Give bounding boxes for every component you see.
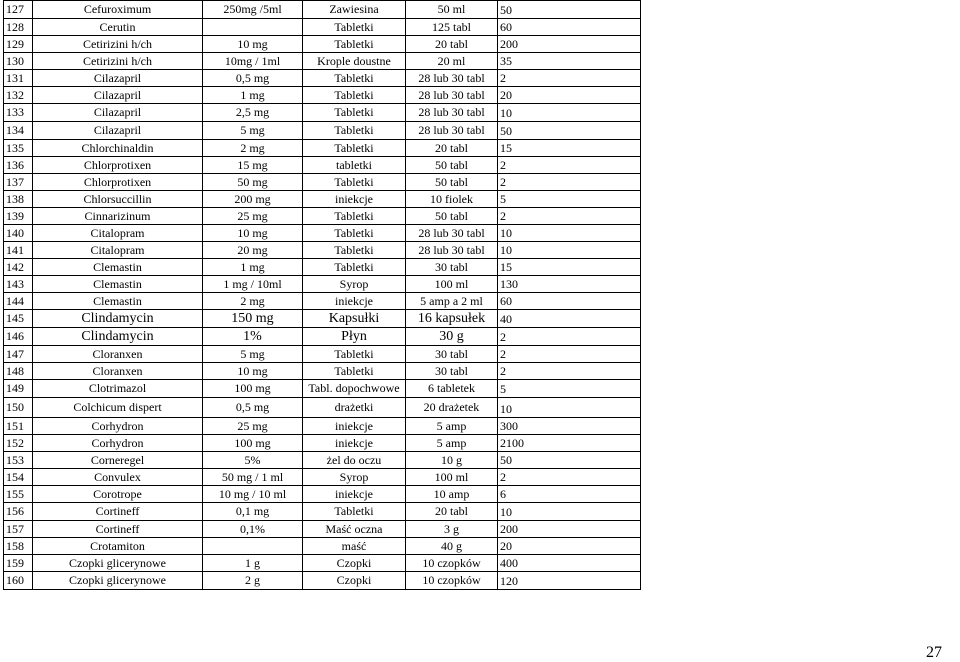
table-row: [4, 293, 641, 310]
drug-quantity: 50: [498, 122, 641, 140]
drug-dose: 0,1 mg: [203, 503, 303, 521]
table-row: [4, 208, 641, 225]
drug-quantity: 5: [498, 380, 641, 398]
drug-package: 30 g: [406, 328, 498, 346]
drug-form: Tabletki: [303, 363, 406, 380]
drug-quantity: 35: [498, 53, 641, 70]
page-number: 27: [926, 644, 942, 661]
table-row: [4, 435, 641, 452]
drug-dose: 2 mg: [203, 140, 303, 157]
drug-dose: 5 mg: [203, 346, 303, 363]
table-row: [4, 469, 641, 486]
drug-package: 28 lub 30 tabl: [406, 225, 498, 242]
drug-name: Corhydron: [33, 435, 203, 452]
drug-package: 28 lub 30 tabl: [406, 122, 498, 140]
drug-name: Citalopram: [33, 242, 203, 259]
drug-form: Maść oczna: [303, 521, 406, 538]
drug-quantity: 2: [498, 328, 641, 346]
table-row: [4, 452, 641, 469]
drug-package: 50 ml: [406, 1, 498, 19]
drug-dose: 15 mg: [203, 157, 303, 174]
table-body: [4, 1, 641, 590]
drug-name: Cetirizini h/ch: [33, 36, 203, 53]
drug-quantity: 2: [498, 346, 641, 363]
row-number: 136: [4, 157, 33, 174]
drug-name: Chlorprotixen: [33, 157, 203, 174]
row-number: 158: [4, 538, 33, 555]
drug-dose: 0,5 mg: [203, 398, 303, 418]
row-number: 142: [4, 259, 33, 276]
drug-form: Tabletki: [303, 70, 406, 87]
table-row: [4, 276, 641, 293]
row-number: 154: [4, 469, 33, 486]
drug-quantity: 2: [498, 157, 641, 174]
drug-form: Tabletki: [303, 174, 406, 191]
drug-package: 28 lub 30 tabl: [406, 70, 498, 87]
drug-package: 16 kapsułek: [406, 310, 498, 328]
drug-quantity: 60: [498, 19, 641, 36]
drug-name: Cilazapril: [33, 87, 203, 104]
row-number: 150: [4, 398, 33, 418]
drug-package: 50 tabl: [406, 174, 498, 191]
drug-dose: 1 g: [203, 555, 303, 572]
drug-form: iniekcje: [303, 435, 406, 452]
drug-form: Płyn: [303, 328, 406, 346]
drug-quantity: 50: [498, 452, 641, 469]
drug-quantity: 400: [498, 555, 641, 572]
row-number: 157: [4, 521, 33, 538]
row-number: 159: [4, 555, 33, 572]
drug-form: Tabletki: [303, 225, 406, 242]
drug-form: Tabletki: [303, 208, 406, 225]
drug-form: iniekcje: [303, 191, 406, 208]
drug-package: 20 tabl: [406, 36, 498, 53]
row-number: 148: [4, 363, 33, 380]
drug-dose: 25 mg: [203, 418, 303, 435]
drug-dose: 10 mg: [203, 363, 303, 380]
drug-form: Kapsułki: [303, 310, 406, 328]
table-row: [4, 538, 641, 555]
drug-package: 100 ml: [406, 276, 498, 293]
drug-name: Cortineff: [33, 521, 203, 538]
drug-dose: 10mg / 1ml: [203, 53, 303, 70]
drug-quantity: 300: [498, 418, 641, 435]
row-number: 153: [4, 452, 33, 469]
row-number: 141: [4, 242, 33, 259]
drug-package: 50 tabl: [406, 208, 498, 225]
drug-quantity: 40: [498, 310, 641, 328]
row-number: 156: [4, 503, 33, 521]
table-row: [4, 87, 641, 104]
table-row: [4, 140, 641, 157]
row-number: 147: [4, 346, 33, 363]
drug-form: Syrop: [303, 469, 406, 486]
drug-form: Tabletki: [303, 242, 406, 259]
drug-form: Tabletki: [303, 346, 406, 363]
drug-name: Chlorprotixen: [33, 174, 203, 191]
drug-form: Tabletki: [303, 140, 406, 157]
row-number: 137: [4, 174, 33, 191]
drug-package: 28 lub 30 tabl: [406, 104, 498, 122]
row-number: 129: [4, 36, 33, 53]
drug-package: 40 g: [406, 538, 498, 555]
row-number: 151: [4, 418, 33, 435]
drug-package: 20 tabl: [406, 140, 498, 157]
drug-form: Tabl. dopochwowe: [303, 380, 406, 398]
drug-form: żel do oczu: [303, 452, 406, 469]
drug-dose: 50 mg: [203, 174, 303, 191]
drug-form: Tabletki: [303, 104, 406, 122]
drug-quantity: 200: [498, 521, 641, 538]
table-row: [4, 191, 641, 208]
drug-dose: 100 mg: [203, 380, 303, 398]
row-number: 146: [4, 328, 33, 346]
drug-quantity: 5: [498, 191, 641, 208]
row-number: 138: [4, 191, 33, 208]
drug-name: Convulex: [33, 469, 203, 486]
drug-package: 5 amp a 2 ml: [406, 293, 498, 310]
table-row: [4, 503, 641, 521]
table-row: [4, 259, 641, 276]
table-row: [4, 486, 641, 503]
row-number: 132: [4, 87, 33, 104]
drug-package: 10 czopków: [406, 572, 498, 590]
drug-form: iniekcje: [303, 486, 406, 503]
drug-name: Chlorchinaldin: [33, 140, 203, 157]
drug-form: maść: [303, 538, 406, 555]
table-row: [4, 242, 641, 259]
drug-package: 5 amp: [406, 435, 498, 452]
row-number: 134: [4, 122, 33, 140]
row-number: 133: [4, 104, 33, 122]
drug-package: 100 ml: [406, 469, 498, 486]
drug-quantity: 2: [498, 469, 641, 486]
row-number: 130: [4, 53, 33, 70]
table-row: [4, 363, 641, 380]
row-number: 152: [4, 435, 33, 452]
drug-package: 30 tabl: [406, 363, 498, 380]
drug-name: Colchicum dispert: [33, 398, 203, 418]
table-row: [4, 53, 641, 70]
row-number: 139: [4, 208, 33, 225]
row-number: 135: [4, 140, 33, 157]
drug-quantity: 120: [498, 572, 641, 590]
drug-dose: 5 mg: [203, 122, 303, 140]
drug-form: Czopki: [303, 572, 406, 590]
drug-dose: 10 mg: [203, 36, 303, 53]
drug-quantity: 2: [498, 208, 641, 225]
drug-name: Citalopram: [33, 225, 203, 242]
drug-name: Corhydron: [33, 418, 203, 435]
drug-quantity: 2: [498, 174, 641, 191]
table-row: [4, 225, 641, 242]
drug-dose: 0,5 mg: [203, 70, 303, 87]
drug-quantity: 6: [498, 486, 641, 503]
table-row: [4, 310, 641, 328]
drug-dose: 250mg /5ml: [203, 1, 303, 19]
drug-quantity: 2: [498, 363, 641, 380]
drug-form: Tabletki: [303, 36, 406, 53]
drug-dose: 20 mg: [203, 242, 303, 259]
drug-dose: 100 mg: [203, 435, 303, 452]
drug-dose: 0,1%: [203, 521, 303, 538]
drug-form: Tabletki: [303, 503, 406, 521]
drug-package: 28 lub 30 tabl: [406, 87, 498, 104]
table-row: [4, 380, 641, 398]
table-row: [4, 70, 641, 87]
drug-name: Clemastin: [33, 293, 203, 310]
drug-name: Corneregel: [33, 452, 203, 469]
table-row: [4, 521, 641, 538]
drug-name: Cloranxen: [33, 346, 203, 363]
table-row: [4, 398, 641, 418]
drug-dose: 150 mg: [203, 310, 303, 328]
drug-quantity: 10: [498, 104, 641, 122]
drug-name: Cortineff: [33, 503, 203, 521]
drug-form: iniekcje: [303, 293, 406, 310]
drug-dose: 5%: [203, 452, 303, 469]
drug-form: drażetki: [303, 398, 406, 418]
drug-quantity: 200: [498, 36, 641, 53]
drug-dose: 1 mg: [203, 259, 303, 276]
row-number: 160: [4, 572, 33, 590]
drug-package: 28 lub 30 tabl: [406, 242, 498, 259]
drug-name: Cerutin: [33, 19, 203, 36]
drug-package: 125 tabl: [406, 19, 498, 36]
drug-quantity: 15: [498, 259, 641, 276]
drug-quantity: 10: [498, 242, 641, 259]
drug-quantity: 10: [498, 225, 641, 242]
drug-package: 50 tabl: [406, 157, 498, 174]
drug-package: 10 amp: [406, 486, 498, 503]
drug-quantity: 2100: [498, 435, 641, 452]
drug-package: 3 g: [406, 521, 498, 538]
table-row: [4, 104, 641, 122]
table-row: [4, 346, 641, 363]
table-row: [4, 36, 641, 53]
drug-name: Czopki glicerynowe: [33, 572, 203, 590]
drug-package: 30 tabl: [406, 259, 498, 276]
drug-dose: 2 mg: [203, 293, 303, 310]
drug-name: Clotrimazol: [33, 380, 203, 398]
drug-quantity: 60: [498, 293, 641, 310]
drug-package: 20 tabl: [406, 503, 498, 521]
table-row: [4, 19, 641, 36]
drug-package: 20 ml: [406, 53, 498, 70]
drug-form: Syrop: [303, 276, 406, 293]
drug-form: iniekcje: [303, 418, 406, 435]
drug-dose: 10 mg / 10 ml: [203, 486, 303, 503]
drug-form: Tabletki: [303, 19, 406, 36]
drug-name: Crotamiton: [33, 538, 203, 555]
drug-quantity: 2: [498, 70, 641, 87]
table-row: [4, 328, 641, 346]
drug-dose: [203, 538, 303, 555]
drug-name: Corotrope: [33, 486, 203, 503]
drug-package: 20 drażetek: [406, 398, 498, 418]
drug-dose: 200 mg: [203, 191, 303, 208]
drug-name: Chlorsuccillin: [33, 191, 203, 208]
drug-name: Cilazapril: [33, 104, 203, 122]
row-number: 145: [4, 310, 33, 328]
drug-package: 6 tabletek: [406, 380, 498, 398]
drug-name: Cinnarizinum: [33, 208, 203, 225]
drug-form: Czopki: [303, 555, 406, 572]
drug-name: Clemastin: [33, 259, 203, 276]
drug-package: 5 amp: [406, 418, 498, 435]
row-number: 140: [4, 225, 33, 242]
drug-quantity: 10: [498, 398, 641, 418]
drug-form: tabletki: [303, 157, 406, 174]
drug-name: Cilazapril: [33, 70, 203, 87]
drug-dose: 2,5 mg: [203, 104, 303, 122]
drug-quantity: 20: [498, 538, 641, 555]
drug-name: Cilazapril: [33, 122, 203, 140]
drug-name: Clindamycin: [33, 310, 203, 328]
drug-quantity: 15: [498, 140, 641, 157]
drug-form: Tabletki: [303, 87, 406, 104]
row-number: 128: [4, 19, 33, 36]
drug-package: 30 tabl: [406, 346, 498, 363]
row-number: 131: [4, 70, 33, 87]
drug-name: Cloranxen: [33, 363, 203, 380]
table-row: [4, 122, 641, 140]
drug-quantity: 130: [498, 276, 641, 293]
drug-package: 10 fiolek: [406, 191, 498, 208]
row-number: 127: [4, 1, 33, 19]
drug-dose: [203, 19, 303, 36]
drug-dose: 1 mg / 10ml: [203, 276, 303, 293]
drug-table: [3, 0, 641, 590]
drug-quantity: 20: [498, 87, 641, 104]
drug-dose: 50 mg / 1 ml: [203, 469, 303, 486]
drug-form: Tabletki: [303, 259, 406, 276]
drug-dose: 1%: [203, 328, 303, 346]
drug-name: Clemastin: [33, 276, 203, 293]
drug-name: Czopki glicerynowe: [33, 555, 203, 572]
table-row: [4, 418, 641, 435]
drug-dose: 10 mg: [203, 225, 303, 242]
table-row: [4, 555, 641, 572]
row-number: 155: [4, 486, 33, 503]
row-number: 149: [4, 380, 33, 398]
drug-form: Tabletki: [303, 122, 406, 140]
drug-dose: 25 mg: [203, 208, 303, 225]
drug-name: Clindamycin: [33, 328, 203, 346]
row-number: 143: [4, 276, 33, 293]
drug-dose: 1 mg: [203, 87, 303, 104]
drug-name: Cefuroximum: [33, 1, 203, 19]
drug-dose: 2 g: [203, 572, 303, 590]
table-row: [4, 157, 641, 174]
table-row: [4, 174, 641, 191]
drug-package: 10 g: [406, 452, 498, 469]
drug-quantity: 50: [498, 1, 641, 19]
table-row: [4, 1, 641, 19]
table-row: [4, 572, 641, 590]
drug-name: Cetirizini h/ch: [33, 53, 203, 70]
drug-form: Krople doustne: [303, 53, 406, 70]
drug-package: 10 czopków: [406, 555, 498, 572]
drug-form: Zawiesina: [303, 1, 406, 19]
drug-quantity: 10: [498, 503, 641, 521]
row-number: 144: [4, 293, 33, 310]
